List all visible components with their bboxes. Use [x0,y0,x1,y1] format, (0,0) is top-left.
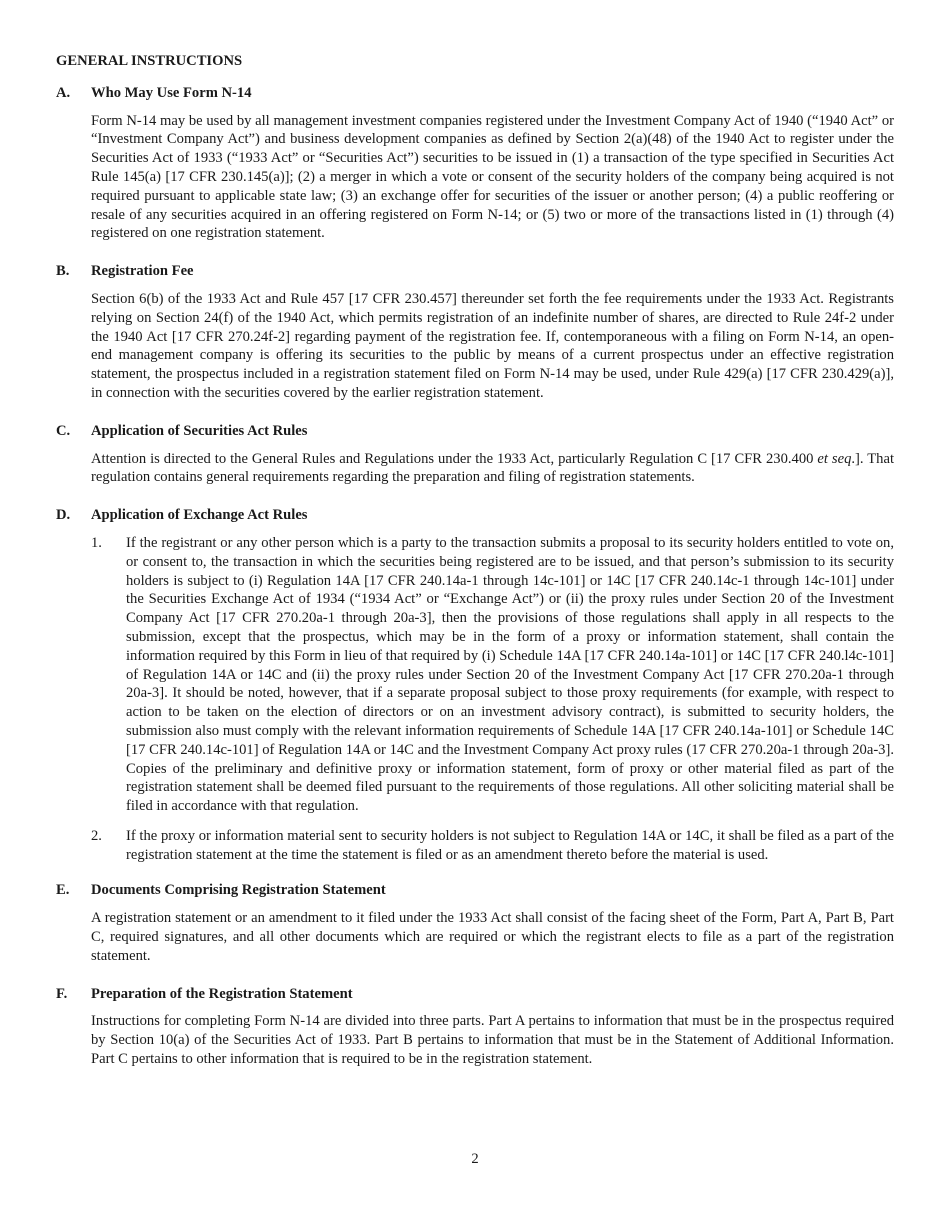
section-a [56,84,894,243]
section-e [56,881,894,965]
section-b [56,262,894,403]
paragraph-text: .]. That regulation contains general requirements regarding the preparation and filing of registration statements. [91,450,895,486]
page-number: 2 [471,1151,479,1167]
list-item-number: 1. [91,534,102,551]
section-heading [56,506,894,525]
section-letter: F. [56,985,68,1002]
section-letter: D. [56,507,71,524]
section-title: Who May Use Form N-14 [91,84,252,101]
section-c [56,422,894,487]
section-paragraph: Section 6(b) of the 1933 Act and Rule 457 [17 CFR 230.457] thereunder set forth the fee requirements under the 1933 Act. Registrants relying on Section 24(f) of the 1940 Act, which permits registration of an indefinite number of shares, are directed to Rule 24f-2 under the 1940 Act [17 CFR 270.24f-2] regarding payment of the registration fee. If, contemporaneous with a filing on Form N-14, an open-end management company is offering its securities to the public by means of a current prospectus under an effective registration statement, the prospectus included in a registration statement filed on Form N-14 may be used, under Rule 429(a) [17 CFR 230.429(a)], in connection with the securities covered by the earlier registration statement. [91,290,894,401]
section-letter: C. [56,422,71,439]
section-heading [56,422,894,441]
section-title: Documents Comprising Registration Statement [91,882,386,899]
section-title: Registration Fee [91,263,194,280]
page-title: GENERAL INSTRUCTIONS [56,53,243,69]
section-paragraph: Form N-14 may be used by all management investment companies registered under the Investment Company Act of 1940 (“1940 Act” or “Investment Company Act”) and business development companies as defined by Section 2(a)(48) of the 1940 Act to register under the Securities Act of 1933 (“1933 Act” or “Securities Act”) securities to be issued in (1) a transaction of the type specified in Securities Act Rule 145(a) [17 CFR 230.145(a)]; (2) a merger in which a vote or consent of the security holders of the company being acquired is not required pursuant to applicable state law; (3) an exchange offer for securities of the issuer or another person; (4) a public reoffering or resale of any securities acquired in an offering registered on Form N-14; or (5) two or more of the transactions listed in (1) through (4) registered on one registration statement. [91,112,894,242]
section-heading [56,262,894,281]
list-item [91,827,894,865]
section-title: Preparation of the Registration Statement [91,985,353,1002]
section-title: Application of Securities Act Rules [91,422,308,439]
list-item [91,534,894,816]
list-item-text: If the registrant or any other person which is a party to the transaction submits a proposal to its security holders entitled to vote on, or consent to, the transaction in which the securities being registered are to be issued, and that person’s submission to its security holders is subject to (i) Regulation 14A [17 CFR 240.14a-1 through 14c-101] or 14C [17 CFR 240.14c-1 through 14c-101] under the Securities Exchange Act of 1934 (“1934 Act” or “Exchange Act”) or (ii) the proxy rules under Section 20 of the Investment Company Act [17 CFR 270.20a-1 through 20a-3], then the provisions of those regulations shall apply in all respects to the submission, except that the prospectus, which may be in the form of a proxy or information statement, shall contain the information required by this Form in lieu of that required by (i) Schedule 14A [17 CFR 240.14a-101] or 14C [17 CFR 240.l4c-101] of Regulation 14A or 14C and (ii) the proxy rules under Section 20 of the Investment Company Act [17 CFR 270.20a-1 through 20a-3]. It should be noted, however, that if a separate proposal subject to those proxy requirements (for example, with respect to action to be taken on the election of directors or on an investment advisory contract), is submitted to security holders, the submission also must comply with the relevant information requirements of Schedule 14A [17 CFR 240.14a-101] or Schedule 14C [17 CFR 240.14c-101] of Regulation 14A or 14C and the Investment Company Act proxy rules (17 CFR 270.20a-1 through 20a-3]. Copies of the preliminary and definitive proxy or information statement, form of proxy or other material filed as part of the registration statement shall be deemed filed pursuant to the requirements of those regulations. All other soliciting material shall be filed in accordance with that regulation. [126,534,894,815]
section-paragraph [91,450,894,488]
section-letter: A. [56,84,71,101]
section-letter: B. [56,263,70,280]
section-letter: E. [56,882,70,899]
section-paragraph: A registration statement or an amendment to it filed under the 1933 Act shall consist of the facing sheet of the Form, Part A, Part B, Part C, required signatures, and all other documents which are required or which the registrant elects to file as a part of the registration statement. [91,910,894,964]
section-title: Application of Exchange Act Rules [91,507,308,524]
list-item-text: If the proxy or information material sent to security holders is not subject to Regulation 14A or 14C, it shall be filed as a part of the registration statement at the time the statement is filed or as an amendment thereto before the material is used. [126,827,894,863]
section-heading [56,881,894,900]
section-d [56,506,894,864]
section-f [56,985,894,1069]
list-item-number: 2. [91,827,102,844]
section-heading [56,84,894,103]
document-page [56,52,894,1088]
paragraph-text: Attention is directed to the General Rules and Regulations under the 1933 Act, particularly Regulation C [17 CFR 230.400 [91,450,818,467]
section-heading [56,985,894,1004]
section-paragraph: Instructions for completing Form N-14 are divided into three parts. Part A pertains to information that must be in the prospectus required by Section 10(a) of the Securities Act of 1933. Part B pertains to information that must be in the Statement of Additional Information. Part C pertains to other information that is required to be in the registration statement. [91,1013,894,1068]
paragraph-italic-text: et seq [817,450,852,467]
